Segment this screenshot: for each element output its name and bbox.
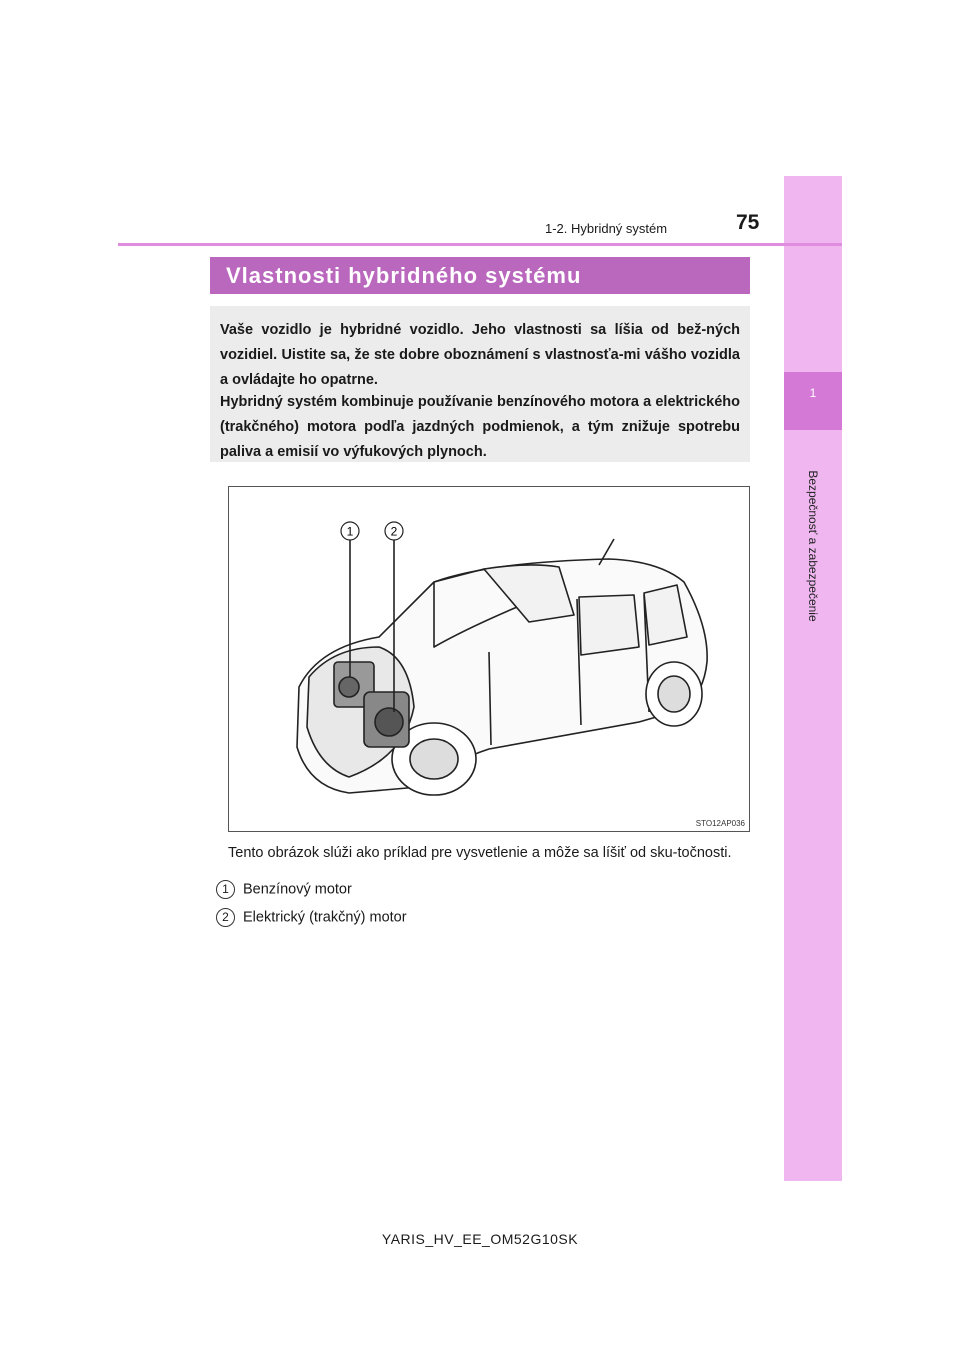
page-number: 75 [736, 211, 760, 234]
callout-2 [385, 522, 403, 540]
section-label: 1-2. Hybridný systém [545, 221, 668, 236]
title-bar [210, 257, 750, 294]
legend-text-1: Benzínový motor [243, 881, 352, 898]
legend-text-2: Elektrický (trakčný) motor [243, 909, 407, 926]
page-title: Vlastnosti hybridného systému [226, 263, 582, 288]
side-tab-active-chapter [784, 372, 842, 430]
legend-number-2: 2 [216, 908, 235, 927]
car-illustration [228, 486, 750, 832]
svg-text:1: 1 [346, 524, 354, 539]
legend-item-1 [216, 880, 352, 899]
figure-id: STO12AP036 [695, 819, 745, 828]
svg-text:2: 2 [390, 524, 398, 539]
legend-item-2 [216, 908, 407, 927]
car-drawing [229, 487, 749, 831]
side-tab [784, 176, 842, 1181]
intro-paragraph-2: Hybridný systém kombinuje používanie benzínového motora a elektrického (trakčného) motora podľa jazdných podmienok, a tým znižuje spotrebu paliva a emisií vo výfukových plynoch. [220, 394, 740, 460]
legend-number-1: 1 [216, 880, 235, 899]
intro-box [210, 306, 750, 462]
callout-1 [341, 522, 359, 540]
intro-paragraph-1: Vaše vozidlo je hybridné vozidlo. Jeho vlastnosti sa líšia od bež-ných vozidiel. Uistite sa, že ste dobre oboznámení s vlastnosťa-mi vášho vozidla a ovládajte ho opatrne. [220, 322, 740, 388]
figure-caption: Tento obrázok slúži ako príklad pre vysvetlenie a môže sa líšiť od sku-točnosti. [228, 845, 732, 861]
chapter-title: Bezpečnosť a zabezpečenie [806, 470, 820, 622]
chapter-number: 1 [809, 386, 817, 400]
header-rule [118, 243, 842, 246]
footer-doc-id: YARIS_HV_EE_OM52G10SK [381, 1231, 579, 1247]
